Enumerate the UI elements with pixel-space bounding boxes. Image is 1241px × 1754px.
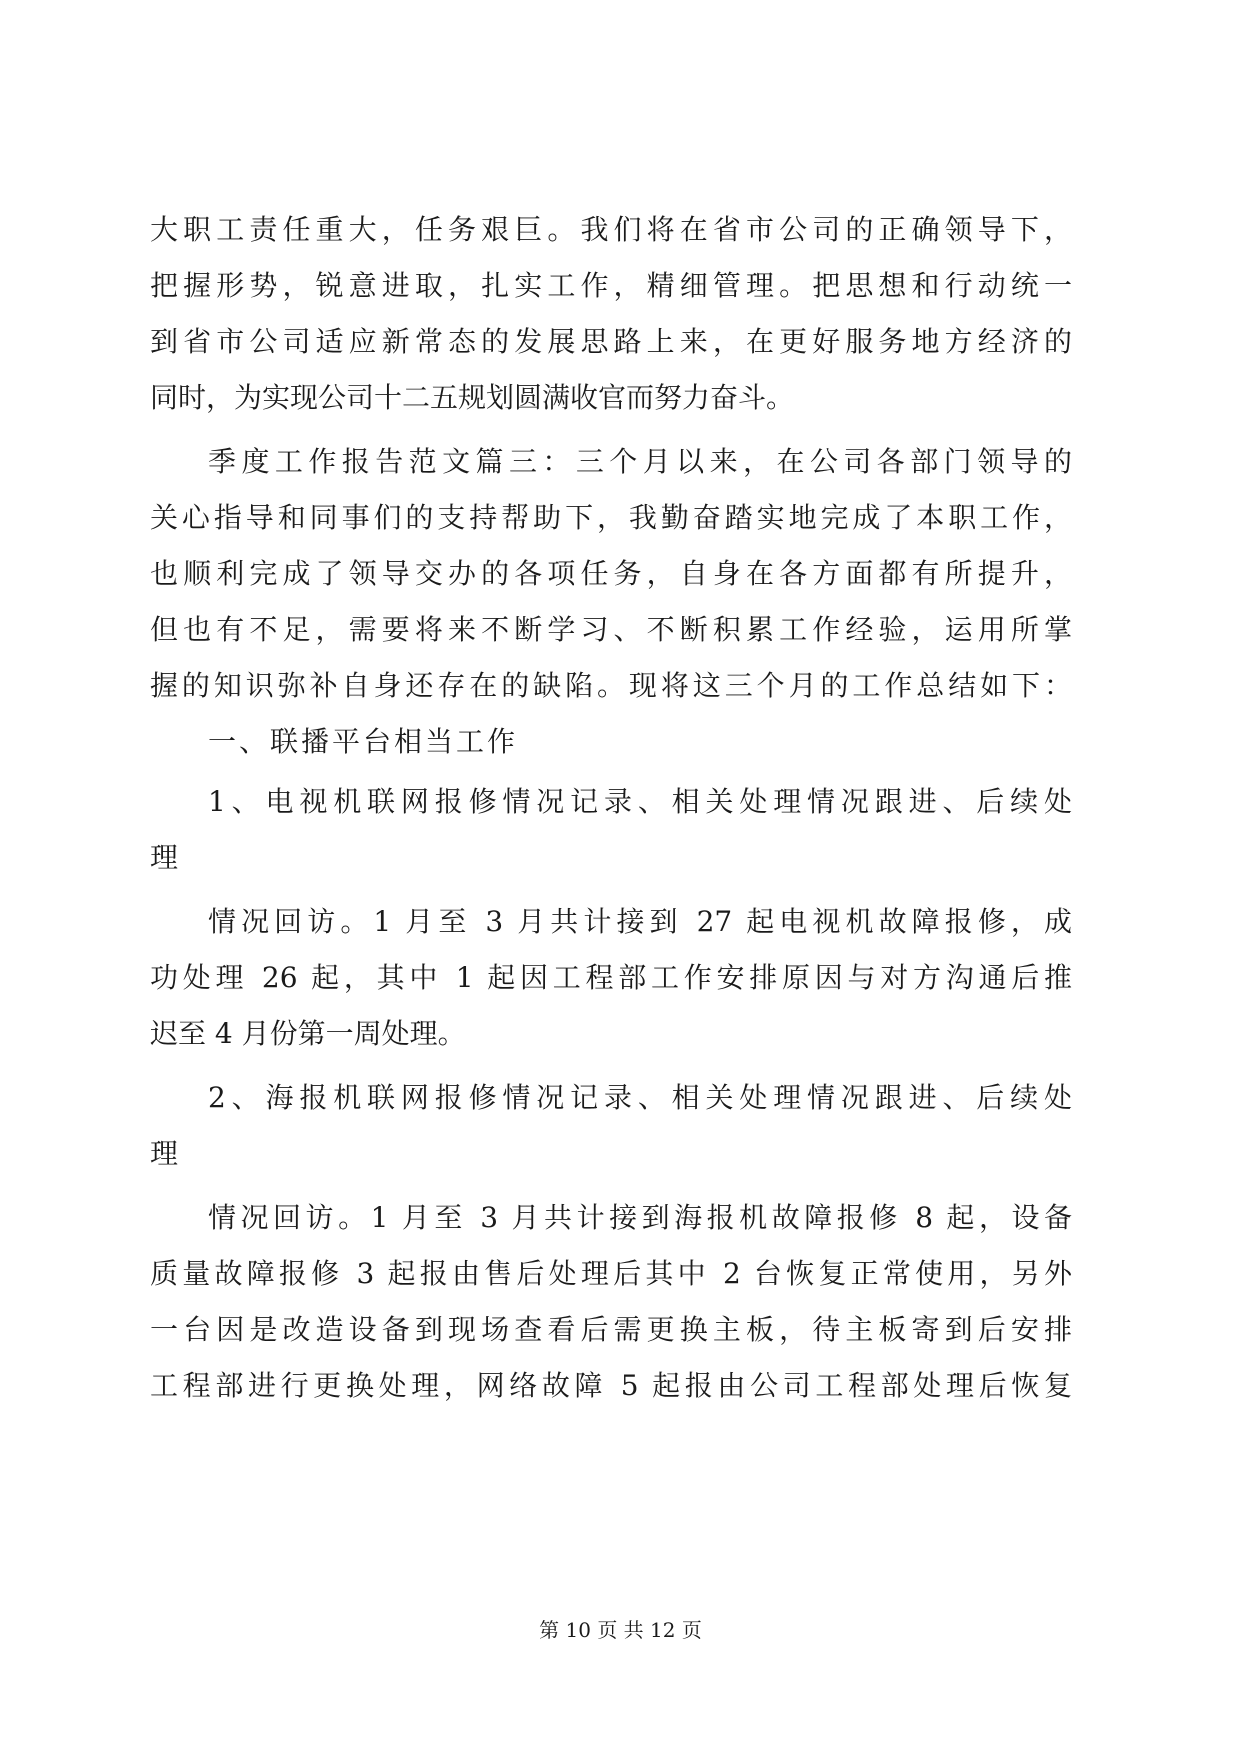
section-heading-text: 一、联播平台相当工作 [208,725,519,758]
text-line-content: 质量故障报修 3 起报由售后处理后其中 2 台恢复正常使用，另外 [150,1257,1072,1290]
text-line-content: 大职工责任重大，任务艰巨。我们将在省市公司的正确领导下， [150,213,1072,246]
text-line [0,1124,1241,1184]
page-footer [0,1616,1241,1644]
text-line [0,1244,1241,1304]
text-line [0,1068,1241,1128]
text-line [0,312,1241,372]
text-line [0,828,1241,888]
text-line-content: 理 [150,841,179,874]
text-line [0,1004,1241,1064]
text-line-content: 季度工作报告范文篇三：三个月以来，在公司各部门领导的 [208,445,1072,478]
text-line-content: 情况回访。1 月至 3 月共计接到海报机故障报修 8 起，设备 [208,1201,1072,1234]
text-line-content: 到省市公司适应新常态的发展思路上来，在更好服务地方经济的 [150,325,1072,358]
text-line [0,948,1241,1008]
text-line [0,544,1241,604]
text-line [0,256,1241,316]
text-line-content: 关心指导和同事们的支持帮助下，我勤奋踏实地完成了本职工作， [150,501,1072,534]
text-line [0,656,1241,716]
text-line [0,1356,1241,1416]
text-line-content: 情况回访。1 月至 3 月共计接到 27 起电视机故障报修，成 [208,905,1072,938]
text-line [0,600,1241,660]
text-line-content: 但也有不足，需要将来不断学习、不断积累工作经验，运用所掌 [150,613,1072,646]
text-line [0,200,1241,260]
text-line-content: 功处理 26 起，其中 1 起因工程部工作安排原因与对方沟通后推 [150,961,1072,994]
text-line-content: 2、海报机联网报修情况记录、相关处理情况跟进、后续处 [208,1081,1072,1114]
text-line [0,368,1241,428]
text-line [0,1300,1241,1360]
text-line-content: 把握形势，锐意进取，扎实工作，精细管理。把思想和行动统一 [150,269,1072,302]
text-line [0,488,1241,548]
text-line-content: 一台因是改造设备到现场查看后需更换主板，待主板寄到后安排 [150,1313,1072,1346]
text-line-content: 迟至 4 月份第一周处理。 [150,1017,466,1050]
text-line-content: 同时，为实现公司十二五规划圆满收官而努力奋斗。 [150,381,795,414]
text-line [0,772,1241,832]
page-number: 第 10 页 共 12 页 [539,1618,702,1642]
text-line-content: 1、电视机联网报修情况记录、相关处理情况跟进、后续处 [208,785,1072,818]
text-line-content: 理 [150,1137,179,1170]
text-line [0,432,1241,492]
text-line-content: 握的知识弥补自身还存在的缺陷。现将这三个月的工作总结如下： [150,669,1072,702]
text-line [0,1188,1241,1248]
text-line-content: 工程部进行更换处理，网络故障 5 起报由公司工程部处理后恢复 [150,1369,1072,1402]
text-line-content: 也顺利完成了领导交办的各项任务，自身在各方面都有所提升， [150,557,1072,590]
text-line [0,892,1241,952]
section-heading [0,712,1241,772]
